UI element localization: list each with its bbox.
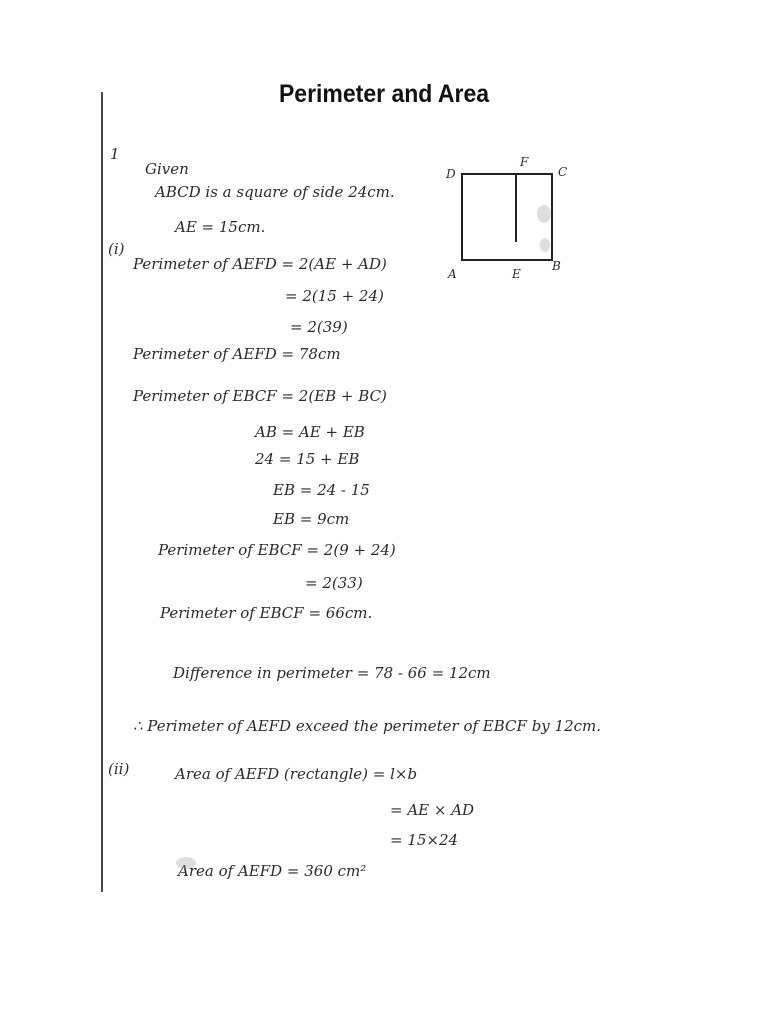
label-e: E — [512, 267, 521, 281]
part-ii-line-4: Area of AEFD = 360 cm² — [178, 862, 367, 880]
label-b: B — [552, 259, 561, 273]
label-a: A — [448, 267, 457, 281]
part-i-line-13: Difference in perimeter = 78 - 66 = 12cm — [173, 664, 491, 682]
part-ii-line-1: Area of AEFD (rectangle) = l×b — [175, 765, 418, 783]
part-i-line-8: EB = 24 - 15 — [273, 481, 370, 499]
part-i-line-3: = 2(39) — [290, 318, 348, 336]
part-ii-marker: (ii) — [108, 760, 130, 778]
given-line-2: AE = 15cm. — [175, 218, 266, 236]
scan-smudge — [537, 205, 551, 223]
part-i-line-1: Perimeter of AEFD = 2(AE + AD) — [133, 255, 387, 273]
margin-line — [101, 92, 103, 892]
given-line-1: ABCD is a square of side 24cm. — [155, 183, 395, 201]
part-i-line-4: Perimeter of AEFD = 78cm — [133, 345, 341, 363]
part-i-line-10: Perimeter of EBCF = 2(9 + 24) — [158, 541, 396, 559]
given-heading: Given — [145, 160, 189, 178]
part-ii-line-3: = 15×24 — [390, 831, 459, 849]
part-ii-line-2: = AE × AD — [390, 801, 475, 819]
scan-smudge — [176, 857, 196, 869]
part-i-line-7: 24 = 15 + EB — [255, 450, 360, 468]
scan-smudge — [540, 238, 550, 252]
square-figure — [432, 150, 582, 285]
part-i-line-11: = 2(33) — [305, 574, 363, 592]
label-c: C — [558, 165, 568, 179]
part-i-conclusion: ∴ Perimeter of AEFD exceed the perimeter of EBCF by 12cm. — [133, 717, 602, 735]
part-i-line-2: = 2(15 + 24) — [285, 287, 384, 305]
label-f: F — [520, 155, 529, 169]
part-i-line-6: AB = AE + EB — [255, 423, 365, 441]
part-i-line-9: EB = 9cm — [273, 510, 350, 528]
question-number: 1 — [110, 145, 120, 163]
part-i-line-5: Perimeter of EBCF = 2(EB + BC) — [133, 387, 387, 405]
label-d: D — [446, 167, 456, 181]
page-title: Perimeter and Area — [278, 80, 490, 108]
part-i-marker: (i) — [108, 240, 125, 258]
part-i-line-12: Perimeter of EBCF = 66cm. — [160, 604, 373, 622]
